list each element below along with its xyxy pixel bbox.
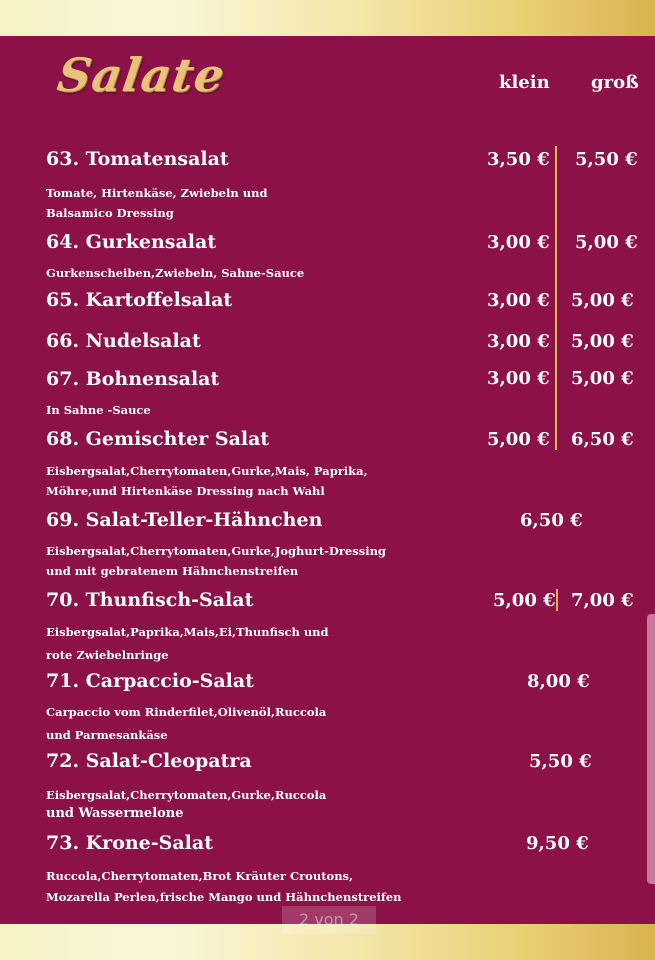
item-description: Carpaccio vom Rinderfilet,Olivenöl,Ruccola — [46, 705, 327, 719]
price-small: 5,00 € — [487, 429, 550, 450]
menu-item-name: 66. Nudelsalat — [46, 330, 201, 352]
item-description: Tomate, Hirtenkäse, Zwiebeln und — [46, 186, 268, 200]
item-description: Gurkenscheiben,Zwiebeln, Sahne-Sauce — [46, 266, 305, 280]
price-divider-short — [556, 589, 558, 611]
item-description: rote Zwiebelnringe — [46, 648, 169, 662]
column-header-large: groß — [591, 72, 639, 93]
menu-item-name: 63. Tomatensalat — [46, 148, 229, 170]
menu-title: Salate — [54, 48, 229, 102]
price-column-divider — [555, 146, 557, 450]
item-description: Ruccola,Cherrytomaten,Brot Kräuter Croutons, — [46, 869, 354, 883]
top-gold-band — [0, 0, 655, 36]
price-single: 8,00 € — [527, 671, 590, 692]
price-large: 7,00 € — [571, 590, 634, 611]
price-large: 5,50 € — [575, 149, 638, 170]
price-small: 3,00 € — [487, 331, 550, 352]
item-description: Eisbergsalat,Cherrytomaten,Gurke,Joghurt-Dressing — [46, 544, 386, 558]
price-large: 5,00 € — [571, 368, 634, 389]
price-small: 3,50 € — [487, 149, 550, 170]
price-large: 6,50 € — [571, 429, 634, 450]
menu-item-name: 69. Salat-Teller-Hähnchen — [46, 509, 323, 531]
item-description: Balsamico Dressing — [46, 206, 174, 220]
page-indicator: 2 von 2 — [282, 906, 376, 934]
menu-item-name: 73. Krone-Salat — [46, 832, 213, 854]
menu-item-name: 65. Kartoffelsalat — [46, 289, 233, 311]
menu-item-name: 68. Gemischter Salat — [46, 428, 270, 450]
price-large: 5,00 € — [571, 331, 634, 352]
item-description: Eisbergsalat,Cherrytomaten,Gurke,Ruccola — [46, 788, 327, 802]
item-description: Mozarella Perlen,frische Mango und Hähnchenstreifen — [46, 890, 402, 904]
item-description: Eisbergsalat,Paprika,Mais,Ei,Thunfisch und — [46, 625, 329, 639]
menu-item-name: 71. Carpaccio-Salat — [46, 670, 254, 692]
price-single: 5,50 € — [529, 751, 592, 772]
item-description: In Sahne -Sauce — [46, 403, 151, 417]
item-description: und Parmesankäse — [46, 728, 168, 742]
item-description: Eisbergsalat,Cherrytomaten,Gurke,Mais, Paprika, — [46, 464, 368, 478]
price-small: 3,00 € — [487, 368, 550, 389]
column-header-small: klein — [499, 72, 550, 93]
menu-item-name: 70. Thunfisch-Salat — [46, 589, 254, 611]
price-large: 5,00 € — [575, 232, 638, 253]
menu-item-name: 72. Salat-Cleopatra — [46, 750, 252, 772]
menu-item-name: 67. Bohnensalat — [46, 368, 220, 390]
item-description: und Wassermelone — [46, 806, 184, 821]
side-scroll-tab[interactable] — [647, 614, 655, 884]
price-single: 6,50 € — [520, 510, 583, 531]
menu-item-name: 64. Gurkensalat — [46, 231, 217, 253]
price-single: 9,50 € — [526, 833, 589, 854]
price-large: 5,00 € — [571, 290, 634, 311]
price-small: 5,00 € — [493, 590, 556, 611]
price-small: 3,00 € — [487, 232, 550, 253]
item-description: Möhre,und Hirtenkäse Dressing nach Wahl — [46, 484, 325, 498]
price-small: 3,00 € — [487, 290, 550, 311]
item-description: und mit gebratenem Hähnchenstreifen — [46, 564, 299, 578]
